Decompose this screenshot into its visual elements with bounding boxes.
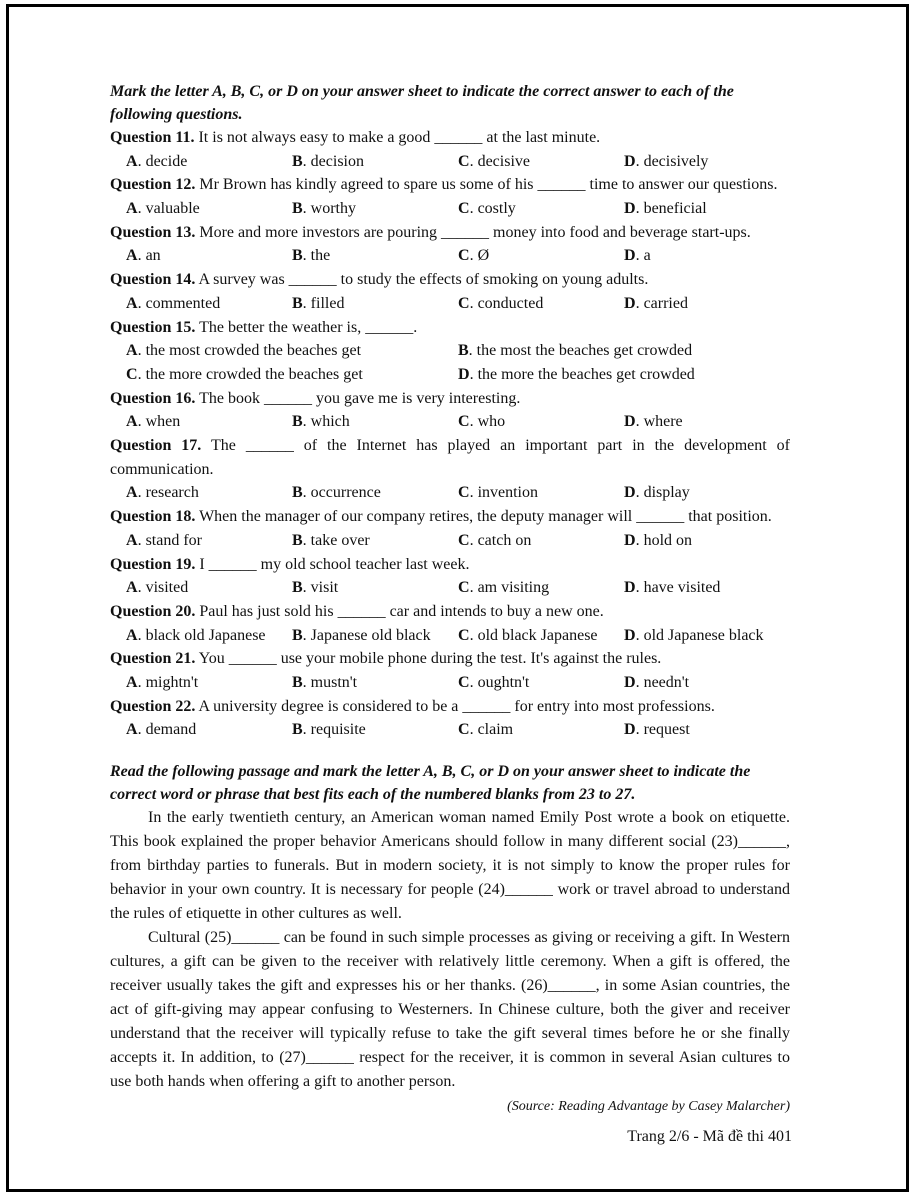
exam-content [110,80,790,1118]
option-letter: C [458,626,470,644]
answer-option: D. display [624,484,690,502]
option-letter: B [292,413,303,431]
answer-option: B. the most the beaches get crowded [458,342,693,360]
option-text: stand for [145,531,202,549]
option-letter: B [292,674,303,691]
option-text: decisively [643,152,709,170]
option-letter: C [458,413,470,431]
option-text: decisive [477,152,530,170]
option-letter: A [126,247,138,265]
option-letter: B [292,200,303,218]
answer-option: D. a [624,247,651,265]
option-text: take over [310,531,370,549]
question-stem [110,505,790,529]
option-text: needn't [643,674,690,691]
option-letter: A [126,484,138,502]
question-text: You ______ use your mobile phone during the test. It's against the rules. [198,650,662,668]
option-letter: A [126,531,138,549]
answer-option: D. needn't [624,674,690,691]
question-text: When the manager of our company retires, the deputy manager will ______ that position. [199,508,772,526]
option-letter: B [292,294,303,312]
option-row [110,481,790,505]
answer-option: C. claim [458,721,514,739]
option-letter: B [458,342,469,360]
question-stem [110,600,790,624]
question-text: I ______ my old school teacher last week. [199,555,470,573]
option-letter: D [624,579,636,597]
option-letter: D [624,200,636,218]
option-letter: D [624,626,636,644]
option-letter: D [624,413,636,431]
answer-option: A. stand for [126,531,202,549]
option-text: claim [477,721,514,739]
option-text: a [643,247,651,265]
option-text: visited [145,579,189,597]
answer-option: C. invention [458,484,538,502]
section-gap [110,742,790,760]
answer-option: B. the [292,247,331,265]
answer-option: C. am visiting [458,579,550,597]
question-label: Question 14. [110,271,196,289]
answer-option: C. conducted [458,294,544,312]
answer-option: B. decision [292,152,364,170]
option-letter: C [458,484,470,502]
question-text: The ______ of the Internet has played an important part in the development of communication. [110,437,791,478]
answer-option: D. hold on [624,531,693,549]
answer-option: C. who [458,413,506,431]
option-letter: A [126,152,138,170]
answer-option: B. take over [292,531,370,549]
question-label: Question 21. [110,650,196,668]
question-text: Paul has just sold his ______ car and intends to buy a new one. [199,602,604,620]
answer-option: A. valuable [126,200,200,218]
option-text: black old Japanese [145,626,266,644]
option-text: demand [145,721,197,739]
option-letter: C [458,152,470,170]
answer-option: B. Japanese old black [292,626,431,644]
option-letter: D [458,365,470,383]
option-text: invention [477,484,538,502]
question-stem [110,316,790,340]
question-text: The better the weather is, ______. [199,318,418,336]
option-letter: D [624,484,636,502]
option-row [110,529,790,553]
question-stem [110,553,790,577]
question-text: More and more investors are pouring ______ money into food and beverage start-ups. [199,223,751,241]
option-row [110,197,790,221]
question-stem [110,695,790,719]
question-label: Question 17. [110,437,202,455]
option-text: oughtn't [477,674,530,691]
question-label: Question 22. [110,697,196,715]
option-letter: C [458,579,470,597]
question-stem [110,647,790,671]
option-text: commented [145,294,221,312]
question-label: Question 15. [110,318,196,336]
option-text: Ø [477,247,490,265]
answer-option: A. black old Japanese [126,626,266,644]
option-text: Japanese old black [310,626,431,644]
option-text: the most crowded the beaches get [145,342,362,360]
option-text: who [477,413,506,431]
option-row [110,339,790,363]
option-text: beneficial [643,200,707,218]
question-stem [110,221,790,245]
option-letter: A [126,342,138,360]
passage-source: (Source: Reading Advantage by Casey Malarcher) [507,1099,790,1115]
option-row [110,150,790,174]
option-letter: B [292,152,303,170]
option-text: mustn't [310,674,358,691]
answer-option: D. the more the beaches get crowded [458,365,695,383]
answer-option: B. occurrence [292,484,381,502]
section1-instruction: Mark the letter A, B, C, or D on your answer sheet to indicate the correct answer to each of the following questions. [110,83,734,123]
option-row [110,410,790,434]
option-text: costly [477,200,516,218]
option-text: the [310,247,331,265]
option-text: visit [310,579,339,597]
answer-option: D. request [624,721,690,739]
option-letter: A [126,674,138,691]
question-stem [110,434,790,481]
answer-option: A. mightn't [126,674,199,691]
section2-instruction: Read the following passage and mark the letter A, B, C, or D on your answer sheet to indicate the correct word or phrase that best fits each of the numbered blanks from 23 to 27. [110,763,751,804]
option-text: which [310,413,350,431]
question-list [110,126,790,742]
option-row [110,718,790,742]
option-text: old black Japanese [477,626,598,644]
question-label: Question 12. [110,176,196,194]
question-text: A survey was ______ to study the effects of smoking on young adults. [198,271,649,289]
option-letter: D [624,674,636,691]
option-text: hold on [643,531,693,549]
question-stem [110,387,790,411]
option-letter: C [458,674,470,691]
answer-option: C. catch on [458,531,532,549]
answer-option: A. demand [126,721,197,739]
option-letter: C [458,294,470,312]
answer-option: D. carried [624,294,688,312]
option-text: carried [643,294,688,312]
option-text: conducted [477,294,544,312]
option-letter: A [126,579,138,597]
answer-option: A. an [126,247,161,265]
option-letter: D [624,531,636,549]
option-text: decision [310,152,364,170]
option-text: when [145,413,181,431]
answer-option: C. the more crowded the beaches get [126,365,363,383]
option-text: research [145,484,199,502]
option-text: the more the beaches get crowded [477,365,695,383]
option-row [110,624,790,648]
answer-option: A. research [126,484,199,502]
option-row [110,363,790,387]
option-letter: C [458,247,470,265]
option-letter: C [458,531,470,549]
answer-option: B. worthy [292,200,356,218]
option-text: display [643,484,690,502]
answer-option: A. when [126,413,181,431]
option-text: requisite [310,721,366,739]
option-letter: C [458,200,470,218]
option-text: an [145,247,161,265]
option-letter: B [292,721,303,739]
option-letter: D [624,294,636,312]
question-text: A university degree is considered to be a ______ for entry into most professions. [198,697,715,715]
option-letter: B [292,626,303,644]
option-text: request [643,721,690,739]
option-letter: A [126,626,138,644]
option-text: valuable [145,200,200,218]
answer-option: B. which [292,413,350,431]
question-stem [110,173,790,197]
question-stem [110,126,790,150]
option-text: filled [310,294,345,312]
question-label: Question 19. [110,555,196,573]
option-text: have visited [643,579,721,597]
option-text: the more crowded the beaches get [145,365,363,383]
answer-option: C. oughtn't [458,674,530,691]
option-text: where [643,413,683,431]
option-text: worthy [310,200,356,218]
question-label: Question 13. [110,223,196,241]
option-letter: D [624,721,636,739]
question-label: Question 11. [110,129,195,146]
option-text: occurrence [310,484,381,502]
question-text: The book ______ you gave me is very interesting. [199,389,521,407]
option-row [110,244,790,268]
question-label: Question 20. [110,602,196,620]
option-letter: B [292,531,303,549]
answer-option: B. requisite [292,721,366,739]
option-row [110,671,790,695]
answer-option: D. old Japanese black [624,626,764,644]
option-text: old Japanese black [643,626,764,644]
answer-option: C. Ø [458,247,490,265]
answer-option: A. commented [126,294,221,312]
option-row [110,576,790,600]
option-letter: C [458,721,470,739]
option-letter: D [624,152,636,170]
answer-option: B. mustn't [292,674,358,691]
answer-option: D. have visited [624,579,721,597]
answer-option: B. visit [292,579,339,597]
option-letter: B [292,579,303,597]
passage-paragraph-2: Cultural (25)______ can be found in such simple processes as giving or receiving a gift. In Western cultures, a gift can be given to the receiver with relatively little ceremony. When a gift is offered, the receiver usually takes the gift and expresses his or her thanks. (26)______, in some Asian countries, the act of gift-giving may appear confusing to Westerners. In Chinese culture, both the giver and receiver understand that the receiver will typically refuse to take the gift several times before he or she finally accepts it. In addition, to (27)______ respect for the receiver, it is common in several Asian cultures to use both hands when offering a gift to another person. [110,929,790,1091]
answer-option: D. beneficial [624,200,707,218]
answer-option: A. the most crowded the beaches get [126,342,362,360]
answer-option: D. where [624,413,683,431]
question-text: It is not always easy to make a good ______ at the last minute. [198,129,601,146]
answer-option: C. costly [458,200,516,218]
option-text: decide [145,152,188,170]
option-letter: A [126,200,138,218]
passage-paragraph-1: In the early twentieth century, an American woman named Emily Post wrote a book on etiquette. This book explained the proper behavior Americans should follow in many different social (23)______, from birthday parties to funerals. But in modern society, it is not simply to know the proper rules for behavior in your own country. It is necessary for people (24)______ work or travel abroad to understand the rules of etiquette in other cultures as well. [110,809,790,923]
option-text: catch on [477,531,532,549]
option-letter: B [292,247,303,265]
answer-option: B. filled [292,294,345,312]
answer-option: D. decisively [624,152,709,170]
option-letter: C [126,365,138,383]
option-letter: A [126,294,138,312]
option-letter: D [624,247,636,265]
option-text: the most the beaches get crowded [476,342,693,360]
answer-option: A. decide [126,152,188,170]
option-letter: A [126,413,138,431]
question-text: Mr Brown has kindly agreed to spare us some of his ______ time to answer our questions. [199,176,778,194]
answer-option: A. visited [126,579,189,597]
question-label: Question 16. [110,389,196,407]
option-text: mightn't [145,674,199,691]
option-letter: B [292,484,303,502]
option-letter: A [126,721,138,739]
page-footer: Trang 2/6 - Mã đề thi 401 [627,1128,792,1145]
question-stem [110,268,790,292]
answer-option: C. old black Japanese [458,626,598,644]
option-text: am visiting [477,579,550,597]
answer-option: C. decisive [458,152,530,170]
option-row [110,292,790,316]
question-label: Question 18. [110,508,196,526]
